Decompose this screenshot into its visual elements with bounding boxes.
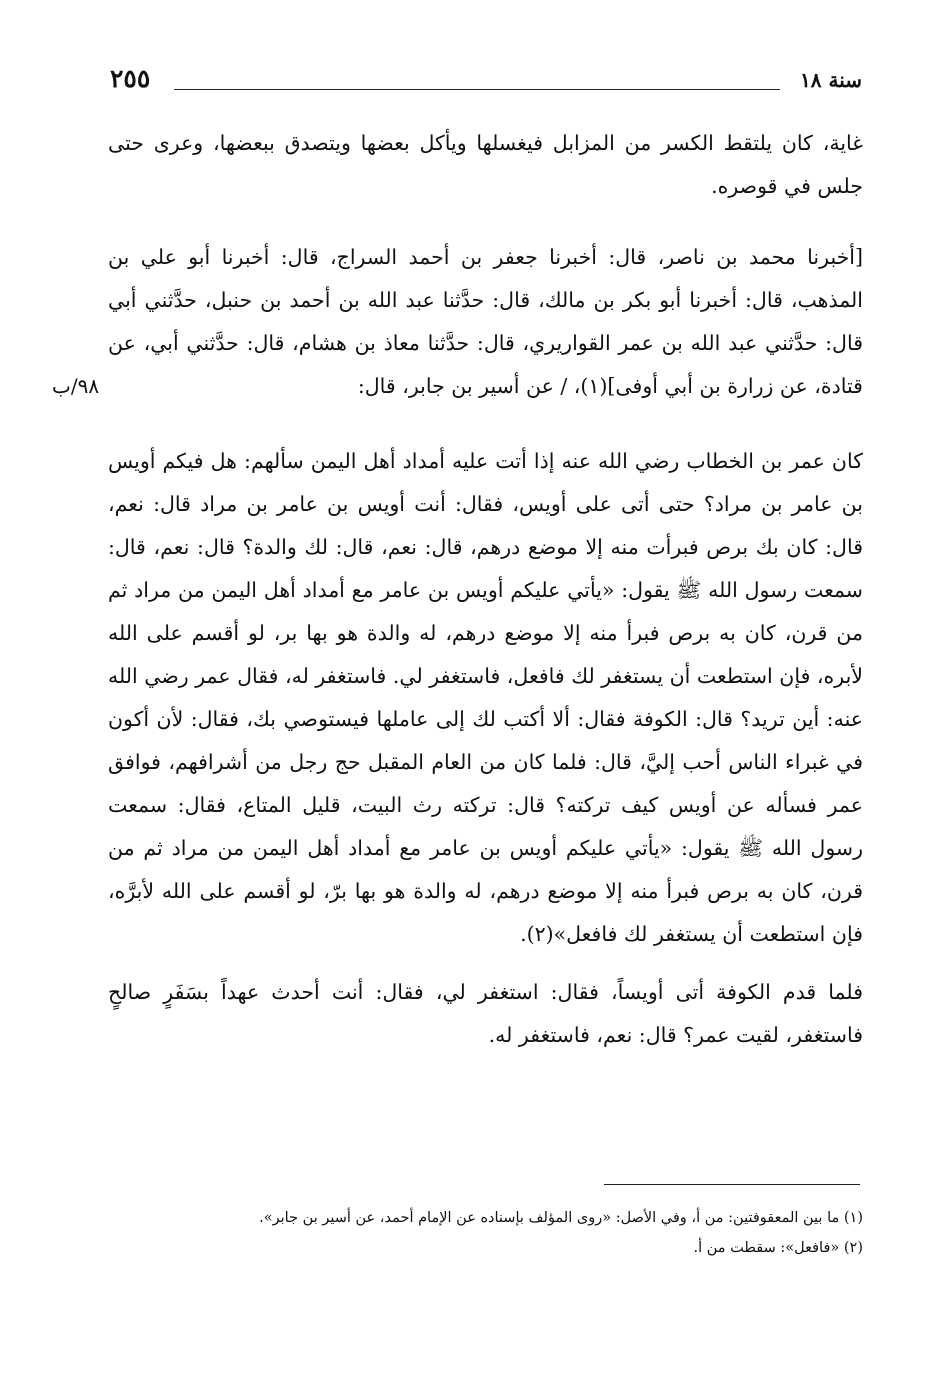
paragraph-isnad: [أخبرنا محمد بن ناصر، قال: أخبرنا جعفر بن أحمد السراج، قال: أخبرنا أبو علي بن المذهب، قال: أخبرنا أبو بكر بن مالك، قال: حدَّثنا عبد الله بن أحمد بن حنبل، حدَّثني أبي قال: حدَّثني عبد الله بن عمر القواريري، قال: حدَّثنا معاذ بن هشام، قال: حدَّثني أبي، عن قتادة، عن زرارة بن أبي أوفى](١)، / عن أسير بن جابر، قال: — [108, 245, 863, 398]
footnote-2: (٢) «فافعل»: سقطت من أ. — [693, 1240, 863, 1256]
main-text — [108, 122, 863, 1057]
footnote-1: (١) ما بين المعقوفتين: من أ، وفي الأصل: «روى المؤلف بإسناده عن الإمام أحمد، عن أسير بن جابر». — [259, 1210, 863, 1226]
page-number: ٢٥٥ — [110, 64, 151, 93]
header-year: سنة ١٨ — [800, 68, 862, 92]
header-rule — [174, 89, 780, 90]
paragraph-4: فلما قدم الكوفة أتى أويساً، فقال: استغفر لي، فقال: أنت أحدث عهداً بسَفَرٍ صالحٍ فاستغفر، لقيت عمر؟ قال: نعم، فاستغفر له. — [108, 980, 863, 1047]
paragraph-1: غاية، كان يلتقط الكسر من المزابل فيغسلها ويأكل بعضها ويتصدق ببعضها، وعرى حتى جلس في قوصره. — [108, 131, 863, 198]
paragraph-narration: كان عمر بن الخطاب رضي الله عنه إذا أتت عليه أمداد أهل اليمن سألهم: هل فيكم أويس بن عامر بن مراد؟ حتى أتى على أويس، فقال: أنت أويس بن عامر بن مراد قال: نعم، قال: كان بك برص فبرأت منه إلا موضع درهم، قال: نعم، قال: لك والدة؟ قال: نعم، قال: سمعت رسول الله ﷺ يقول: «يأتي عليكم أويس بن عامر مع أمداد أهل اليمن من مراد ثم من قرن، كان به برص فبرأ منه إلا موضع درهم، له والدة هو بها بر، لو أقسم على الله لأبره، فإن استطعت أن يستغفر لك فافعل، فاستغفر لي. فاستغفر له، فقال عمر رضي الله عنه: أين تريد؟ قال: الكوفة فقال: ألا أكتب لك إلى عاملها فيستوصي بك، فقال: لأن أكون في غبراء الناس أحب إليَّ، قال: فلما كان من العام المقبل حج رجل من أشرافهم، فوافق عمر فسأله عن أويس كيف تركته؟ قال: تركته رث البيت، قليل المتاع، فقال: سمعت رسول الله ﷺ يقول: «يأتي عليكم أويس بن عامر مع أمداد أهل اليمن من مراد ثم من قرن، كان به برص فبرأ منه إلا موضع درهم، له والدة هو بها برّ، لو أقسم على الله لأبرَّه، فإن استطعت أن يستغفر لك فافعل»(٢). — [108, 449, 863, 946]
footnotes — [108, 1203, 863, 1263]
running-header — [110, 62, 862, 102]
footnote-rule — [604, 1184, 860, 1185]
manuscript-folio-marker: ٩٨/ب — [52, 374, 100, 398]
